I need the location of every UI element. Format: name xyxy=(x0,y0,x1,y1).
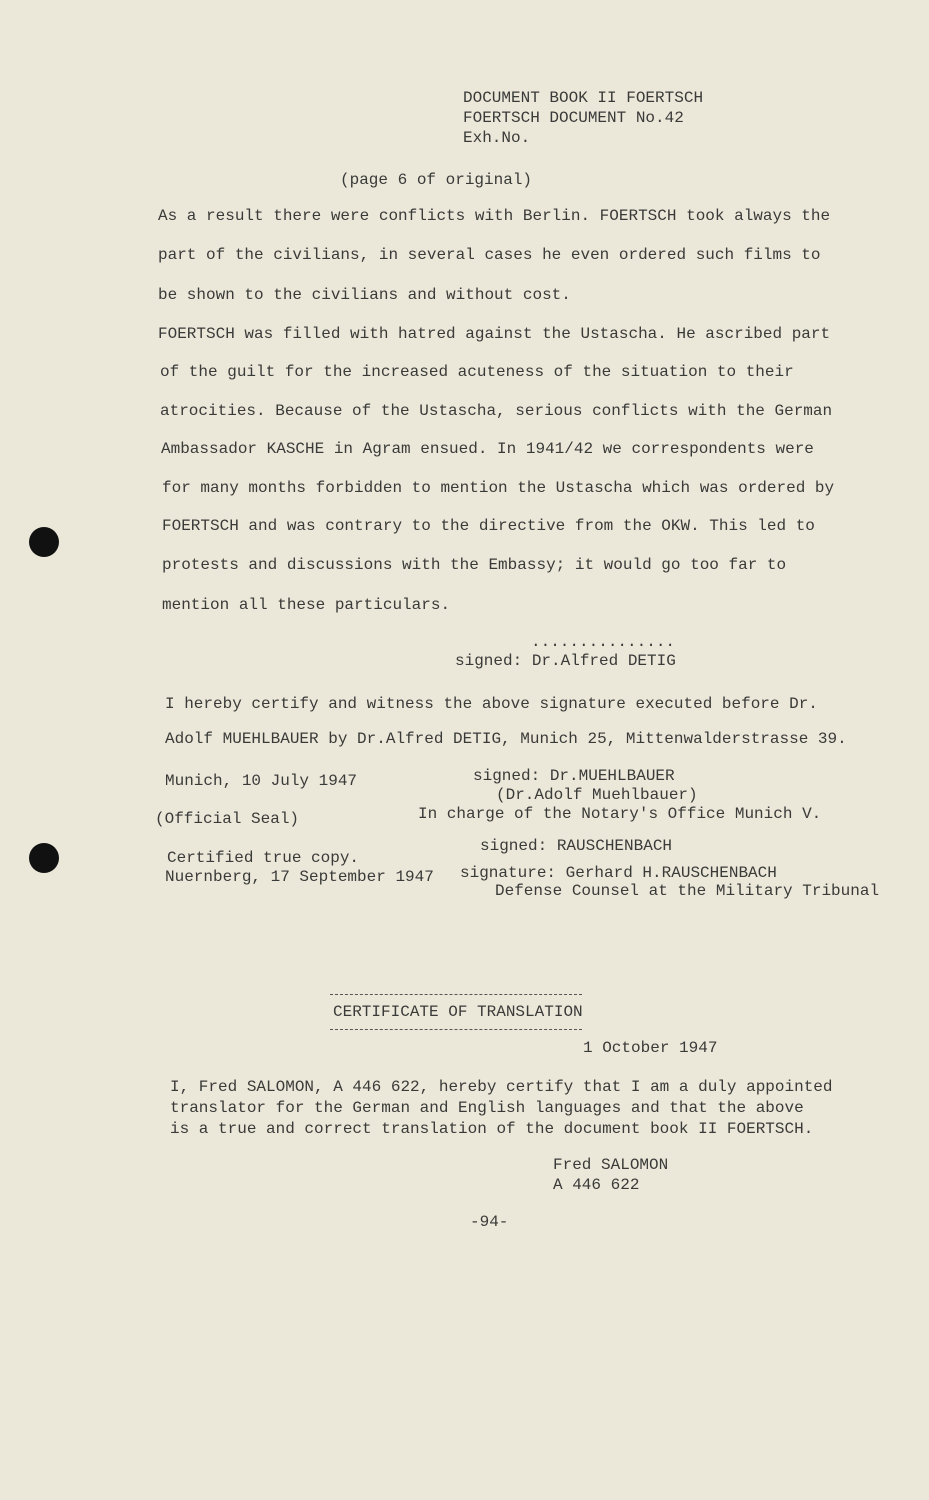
notary-place-date: Munich, 10 July 1947 xyxy=(165,772,358,790)
body-line: atrocities. Because of the Ustascha, serious conflicts with the German xyxy=(160,402,833,420)
body-line: for many months forbidden to mention the Ustascha which was ordered by xyxy=(162,479,835,497)
counsel-place-date: Nuernberg, 17 September 1947 xyxy=(165,868,434,886)
counsel-signed: signed: RAUSCHENBACH xyxy=(480,837,673,855)
body-line: be shown to the civilians and without cost. xyxy=(158,286,571,304)
body-line: As a result there were conflicts with Berlin. FOERTSCH took always the xyxy=(158,207,831,225)
page-note: (page 6 of original) xyxy=(340,171,533,189)
header-line: FOERTSCH DOCUMENT No.42 xyxy=(463,109,684,127)
divider xyxy=(330,994,582,995)
certify-line: I hereby certify and witness the above signature executed before Dr. xyxy=(165,695,818,713)
translation-line: is a true and correct translation of the document book II FOERTSCH. xyxy=(170,1120,814,1138)
translation-line: translator for the German and English languages and that the above xyxy=(170,1099,804,1117)
notary-signed: signed: Dr.MUEHLBAUER xyxy=(473,767,675,785)
body-line: Ambassador KASCHE in Agram ensued. In 1941/42 we correspondents were xyxy=(161,440,814,458)
counsel-title: Defense Counsel at the Military Tribunal xyxy=(495,882,880,900)
translation-line: I, Fred SALOMON, A 446 622, hereby certify that I am a duly appointed xyxy=(170,1078,833,1096)
signature-dots: ............... xyxy=(531,633,676,651)
counsel-signature: signature: Gerhard H.RAUSCHENBACH xyxy=(460,864,777,882)
official-seal: (Official Seal) xyxy=(155,810,300,828)
body-line: FOERTSCH was filled with hatred against the Ustascha. He ascribed part xyxy=(158,325,831,343)
certify-line: Adolf MUEHLBAUER by Dr.Alfred DETIG, Munich 25, Mittenwalderstrasse 39. xyxy=(165,730,847,748)
certified-copy: Certified true copy. xyxy=(167,849,360,867)
punch-hole xyxy=(29,527,59,557)
body-line: FOERTSCH and was contrary to the directive from the OKW. This led to xyxy=(162,517,815,535)
body-line: of the guilt for the increased acuteness of the situation to their xyxy=(160,363,794,381)
punch-hole xyxy=(29,843,59,873)
page-number: -94- xyxy=(470,1213,509,1231)
header-line: DOCUMENT BOOK II FOERTSCH xyxy=(463,89,704,107)
body-line: mention all these particulars. xyxy=(162,596,451,614)
notary-name: (Dr.Adolf Muehlbauer) xyxy=(496,786,698,804)
divider xyxy=(330,1029,582,1030)
signed-detig: signed: Dr.Alfred DETIG xyxy=(455,652,676,670)
body-line: protests and discussions with the Embassy; it would go too far to xyxy=(162,556,787,574)
header-line: Exh.No. xyxy=(463,129,531,147)
notary-office: In charge of the Notary's Office Munich V. xyxy=(418,805,822,823)
translator-name: Fred SALOMON xyxy=(553,1156,669,1174)
body-line: part of the civilians, in several cases he even ordered such films to xyxy=(158,246,821,264)
translation-title: CERTIFICATE OF TRANSLATION xyxy=(333,1003,583,1021)
translation-date: 1 October 1947 xyxy=(583,1039,718,1057)
translator-id: A 446 622 xyxy=(553,1176,640,1194)
